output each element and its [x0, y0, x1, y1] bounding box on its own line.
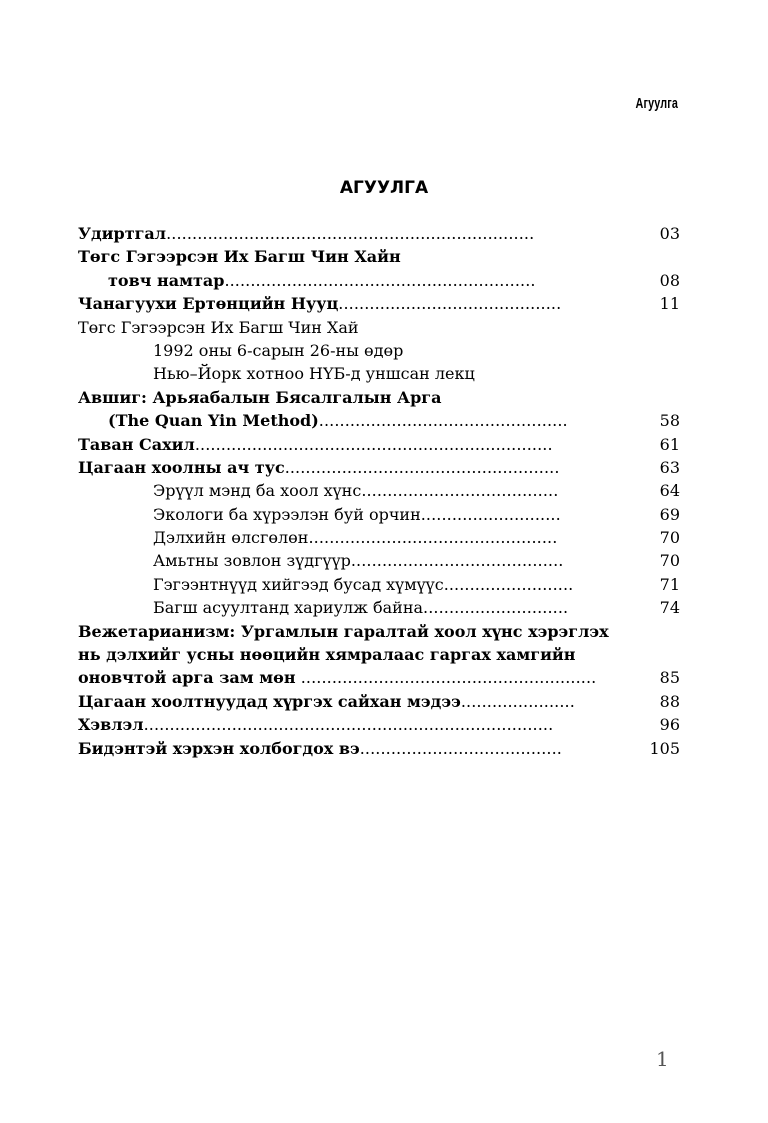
toc-entry-health[interactable]	[78, 479, 680, 502]
toc-entry-title: Экологи ба хүрээлэн буй орчин	[153, 504, 421, 524]
toc-entry-title: Чанагуухи Ертөнцийн Нууц	[78, 294, 339, 314]
toc-entry-introduction[interactable]	[78, 222, 680, 245]
toc-page-number: 70	[659, 551, 680, 571]
toc-entry-title: Таван Сахил	[78, 434, 195, 454]
toc-entry-vegetarianism-2[interactable]	[78, 643, 680, 666]
toc-entry-title: Багш асуултанд хариулж байна	[153, 598, 424, 618]
toc-page-number: 11	[659, 294, 680, 314]
toc-leader-dots: ................................................	[308, 528, 558, 548]
toc-leader-dots: .........................	[443, 574, 574, 594]
toc-leader-dots: ......................................	[361, 481, 559, 501]
toc-entry-biography-cont[interactable]	[78, 269, 680, 292]
toc-leader-dots: .....................................................................	[194, 434, 553, 454]
toc-entry-five-precepts[interactable]	[78, 433, 680, 456]
toc-page-number: 64	[659, 481, 680, 501]
toc-leader-dots: ................................................	[318, 411, 568, 431]
toc-page-number: 63	[659, 457, 680, 477]
toc-entry-vegetarianism-3[interactable]	[78, 666, 680, 689]
toc-entry-vegetarianism-1[interactable]	[78, 620, 680, 643]
toc-entry-vegetarian-benefits[interactable]	[78, 456, 680, 479]
toc-entry-title: 1992 оны 6-сарын 26-ны өдөр	[153, 340, 404, 360]
toc-entry-title: оновчтой арга зам мөн	[78, 668, 296, 688]
table-of-contents	[78, 222, 680, 760]
toc-entry-biography[interactable]	[78, 245, 680, 268]
toc-page-number: 88	[659, 691, 680, 711]
toc-page-number: 74	[659, 598, 680, 618]
toc-leader-dots: ...........................	[420, 504, 561, 524]
toc-entry-title: Цагаан хоолтнуудад хүргэх сайхан мэдээ	[78, 691, 461, 711]
toc-entry-lecture-place[interactable]	[78, 362, 680, 385]
toc-leader-dots: ............................................................	[224, 270, 536, 290]
toc-entry-quan-yin[interactable]	[78, 409, 680, 432]
toc-entry-lecture[interactable]	[78, 316, 680, 339]
toc-page-number: 61	[659, 434, 680, 454]
toc-page-number: 96	[659, 715, 680, 735]
toc-entry-title: Төгс Гэгээрсэн Их Багш Чин Хай	[78, 317, 359, 337]
toc-entry-title: Вежетарианизм: Ургамлын гаралтай хоол хүнс хэрэглэх	[78, 621, 609, 641]
toc-entry-title: Бидэнтэй хэрхэн холбогдох вэ	[78, 738, 360, 758]
toc-page-number: 03	[659, 224, 680, 243]
toc-page-number: 85	[659, 668, 680, 688]
toc-entry-secret[interactable]	[78, 292, 680, 315]
toc-title: АГУУЛГА	[339, 178, 429, 198]
toc-entry-initiation[interactable]	[78, 386, 680, 409]
toc-page-number: 08	[659, 270, 680, 290]
toc-entry-title: товч намтар	[108, 270, 225, 290]
toc-entry-title: Амьтны зовлон зүдгүүр	[153, 551, 351, 571]
toc-entry-title: Удиртгал	[78, 224, 167, 243]
toc-page-number: 58	[659, 411, 680, 431]
toc-entry-publications[interactable]	[78, 713, 680, 736]
toc-page-number: 69	[659, 504, 680, 524]
toc-entry-title: Гэгээнтнүүд хийгээд бусад хүмүүс	[153, 574, 444, 594]
toc-entry-saints[interactable]	[78, 573, 680, 596]
toc-entry-good-news[interactable]	[78, 690, 680, 713]
toc-leader-dots: ...........................................	[338, 294, 562, 314]
toc-entry-title: Нью–Йорк хотноо НҮБ-д уншсан лекц	[153, 364, 475, 384]
toc-leader-dots: ............................	[423, 598, 569, 618]
toc-page-number: 105	[649, 738, 680, 758]
toc-leader-dots: .....................................................	[284, 457, 560, 477]
toc-entry-title: нь дэлхийг усны нөөцийн хямралаас гаргах хамгийн	[78, 645, 576, 665]
toc-entry-title: (The Quan Yin Method)	[108, 411, 319, 431]
toc-entry-title: Авшиг: Арьяабалын Бясалгалын Арга	[78, 387, 442, 407]
page-number: 1	[656, 1047, 669, 1071]
toc-entry-title: Дэлхийн өлсгөлөн	[153, 528, 309, 548]
running-header: Агуулга	[635, 95, 678, 112]
toc-leader-dots: .......................................................................	[166, 224, 535, 243]
toc-entry-title: Цагаан хоолны ач тус	[78, 457, 285, 477]
toc-page-number: 70	[659, 528, 680, 548]
toc-leader-dots: ...............................................................................	[143, 715, 554, 735]
toc-entry-title: Эрүүл мэнд ба хоол хүнс	[153, 481, 362, 501]
toc-entry-title: Төгс Гэгээрсэн Их Багш Чин Хайн	[78, 247, 401, 267]
toc-leader-dots: ......................	[460, 691, 575, 711]
toc-page-number: 71	[659, 574, 680, 594]
toc-entry-animal-suffering[interactable]	[78, 549, 680, 572]
toc-entry-lecture-date[interactable]	[78, 339, 680, 362]
toc-entry-master-answers[interactable]	[78, 596, 680, 619]
toc-entry-title: Хэвлэл	[78, 715, 144, 735]
toc-leader-dots: .........................................	[350, 551, 564, 571]
toc-entry-hunger[interactable]	[78, 526, 680, 549]
toc-entry-ecology[interactable]	[78, 503, 680, 526]
toc-leader-dots: .........................................................	[295, 668, 597, 688]
toc-leader-dots: .......................................	[359, 738, 562, 758]
toc-entry-contact[interactable]	[78, 737, 680, 760]
